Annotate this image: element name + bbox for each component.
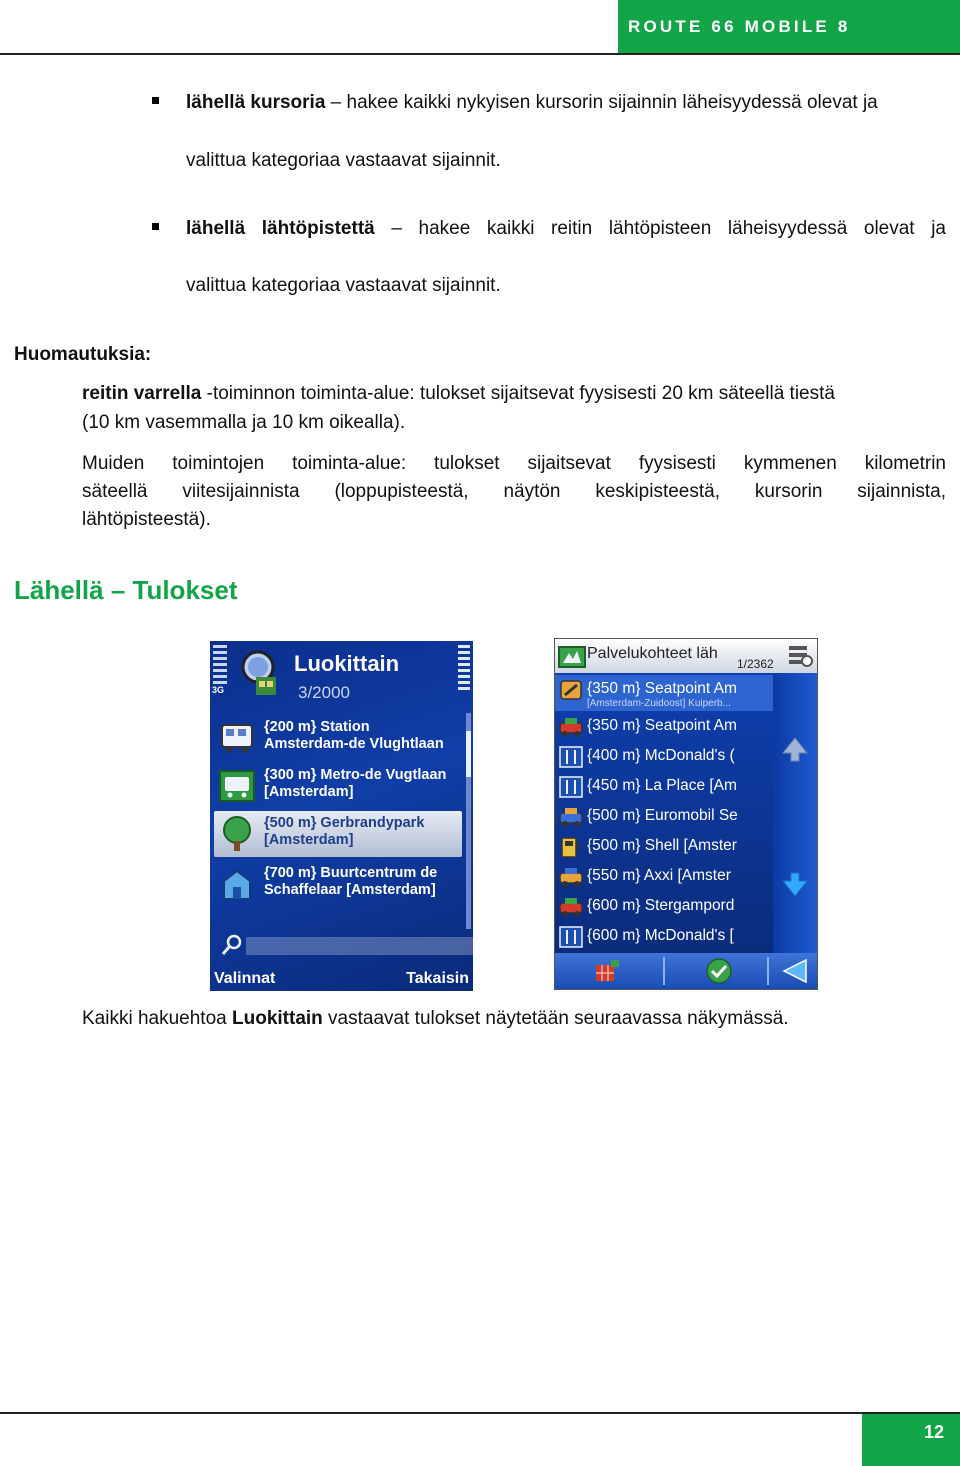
list-item-text: {350 m} Seatpoint Am — [587, 680, 737, 697]
car-service-icon — [558, 715, 584, 739]
car-dealer-icon — [558, 805, 584, 829]
bottom-toolbar — [555, 953, 817, 989]
repair-tools-icon — [558, 678, 584, 702]
poi-category-icon — [557, 643, 587, 669]
list-item-line-1: {300 m} Metro-de Vugtlaan — [264, 767, 447, 783]
list-item-line-2: [Amsterdam] — [264, 832, 354, 848]
list-item[interactable] — [555, 922, 773, 952]
caption-text-before: Kaikki hakuehtoa — [82, 1008, 232, 1029]
bullet-1-line-1 — [186, 88, 878, 117]
list-item-line-1: {700 m} Buurtcentrum de — [264, 865, 438, 881]
battery-icon — [458, 645, 470, 693]
list-item[interactable] — [214, 861, 462, 907]
caption-text-after: vastaavat tulokset näytetään seuraavassa näkymässä. — [322, 1008, 789, 1029]
notes-heading: Huomautuksia: — [14, 344, 152, 365]
list-item-line-2: Schaffelaar [Amsterdam] — [264, 882, 436, 898]
restaurant-icon — [558, 745, 584, 769]
arrow-down-icon[interactable] — [781, 871, 809, 899]
list-item-text: {400 m} McDonald's ( — [587, 747, 735, 764]
magnifier-icon — [220, 933, 244, 957]
list-item[interactable] — [555, 712, 773, 742]
list-item-text — [264, 865, 437, 899]
list-item-line-1: {200 m} Station — [264, 719, 370, 735]
scroll-panel — [773, 673, 817, 953]
list-item-text: {600 m} McDonald's [ — [587, 927, 734, 944]
map-grid-icon[interactable] — [593, 957, 621, 985]
title-bar — [555, 639, 817, 673]
list-item[interactable] — [555, 892, 773, 922]
header-divider — [0, 53, 960, 55]
caption — [82, 1004, 789, 1033]
list-item[interactable] — [555, 862, 773, 892]
list-item-text — [264, 719, 444, 753]
back-arrow-icon[interactable] — [781, 957, 809, 985]
screen-title: Luokittain — [294, 651, 400, 676]
list-item-line-2: Amsterdam-de Vlughtlaan — [264, 736, 444, 752]
list-item-text: {550 m} Axxi [Amster — [587, 867, 731, 884]
screenshot-nearby-results — [554, 638, 818, 990]
list-item[interactable] — [555, 802, 773, 832]
caption-term: Luokittain — [232, 1008, 323, 1029]
bullet-2-term: lähellä lähtöpistettä — [186, 218, 375, 239]
list-item-text: {500 m} Euromobil Se — [587, 807, 738, 824]
list-item-subtext: [Amsterdam-Zuidoost] Kuiperb... — [587, 698, 731, 709]
result-counter: 1/2362 — [737, 657, 774, 671]
notes-p1-term: reitin varrella — [82, 383, 202, 404]
search-field[interactable] — [218, 931, 471, 961]
list-item[interactable] — [214, 715, 462, 761]
list-item-text — [264, 767, 446, 801]
bullet-marker — [152, 97, 159, 104]
train-icon — [218, 719, 256, 757]
car-service-icon — [558, 895, 584, 919]
fuel-station-icon — [558, 835, 584, 859]
section-heading: Lähellä – Tulokset — [14, 575, 238, 605]
screenshot-category-list — [210, 641, 473, 991]
bullet-marker — [152, 223, 159, 230]
list-item-text — [264, 815, 424, 849]
toolbar-divider — [663, 957, 665, 985]
arrow-up-icon[interactable] — [781, 735, 809, 763]
bullet-2-line-2: valittua kategoriaa vastaavat sijainnit. — [186, 275, 501, 296]
restaurant-icon — [558, 925, 584, 949]
footer-divider — [0, 1412, 960, 1414]
signal-icon — [213, 645, 227, 685]
list-item-selected[interactable] — [555, 675, 773, 711]
bullet-1-term: lähellä kursoria — [186, 92, 326, 113]
list-item[interactable] — [555, 832, 773, 862]
list-item-text: {350 m} Seatpoint Am — [587, 717, 737, 734]
community-center-icon — [218, 865, 256, 903]
toolbar-divider — [767, 957, 769, 985]
list-menu-icon[interactable] — [787, 643, 813, 669]
list-item-line-2: [Amsterdam] — [264, 784, 354, 800]
notes-p2-line-3: lähtöpisteestä). — [82, 509, 211, 530]
page-number: 12 — [862, 1414, 960, 1466]
restaurant-icon — [558, 775, 584, 799]
screen-title: Palvelukohteet läh — [587, 645, 718, 662]
notes-p2-line-1: Muiden toimintojen toiminta-alue: tulokset sijaitsevat fyysisesti kymmenen kilometrin — [82, 453, 946, 474]
bullet-2-line-1 — [186, 214, 946, 243]
network-label: 3G — [212, 685, 225, 695]
list-item-selected[interactable] — [214, 811, 462, 857]
checkmark-icon[interactable] — [705, 957, 733, 985]
list-item-text: {500 m} Shell [Amster — [587, 837, 737, 854]
scrollbar-thumb[interactable] — [466, 731, 471, 777]
search-category-icon — [236, 647, 284, 699]
search-input[interactable] — [246, 937, 473, 955]
metro-icon — [218, 767, 256, 805]
bullet-1-line-2: valittua kategoriaa vastaavat sijainnit. — [186, 150, 501, 171]
notes-p2-line-2: säteellä viitesijainnista (loppupisteestä, näytön keskipisteestä, kursorin sijainnista, — [82, 481, 946, 502]
softkey-back[interactable]: Takaisin — [406, 970, 469, 987]
notes-p1-text: -toiminnon toiminta-alue: tulokset sijaitsevat fyysisesti 20 km säteellä tiestä — [201, 383, 835, 404]
softkey-options[interactable]: Valinnat — [214, 970, 276, 987]
list-item-line-1: {500 m} Gerbrandypark — [264, 815, 425, 831]
notes-p1-line-1 — [82, 379, 835, 408]
header-title: ROUTE 66 MOBILE 8 Käyttöohje — [618, 0, 960, 53]
list-item-text: {600 m} Stergampord — [587, 897, 735, 914]
list-item[interactable] — [214, 763, 462, 809]
list-item[interactable] — [555, 772, 773, 802]
result-count: 3/2000 — [298, 683, 350, 702]
list-item[interactable] — [555, 742, 773, 772]
notes-p1-line-2: (10 km vasemmalla ja 10 km oikealla). — [82, 412, 406, 433]
bullet-1-text: – hakee kaikki nykyisen kursorin sijainnin läheisyydessä olevat ja — [325, 92, 878, 113]
bullet-2-text: – hakee kaikki reitin lähtöpisteen läheisyydessä olevat ja — [374, 218, 946, 239]
car-service-icon — [558, 865, 584, 889]
results-list — [555, 673, 773, 953]
park-tree-icon — [218, 815, 256, 853]
list-item-text: {450 m} La Place [Am — [587, 777, 737, 794]
